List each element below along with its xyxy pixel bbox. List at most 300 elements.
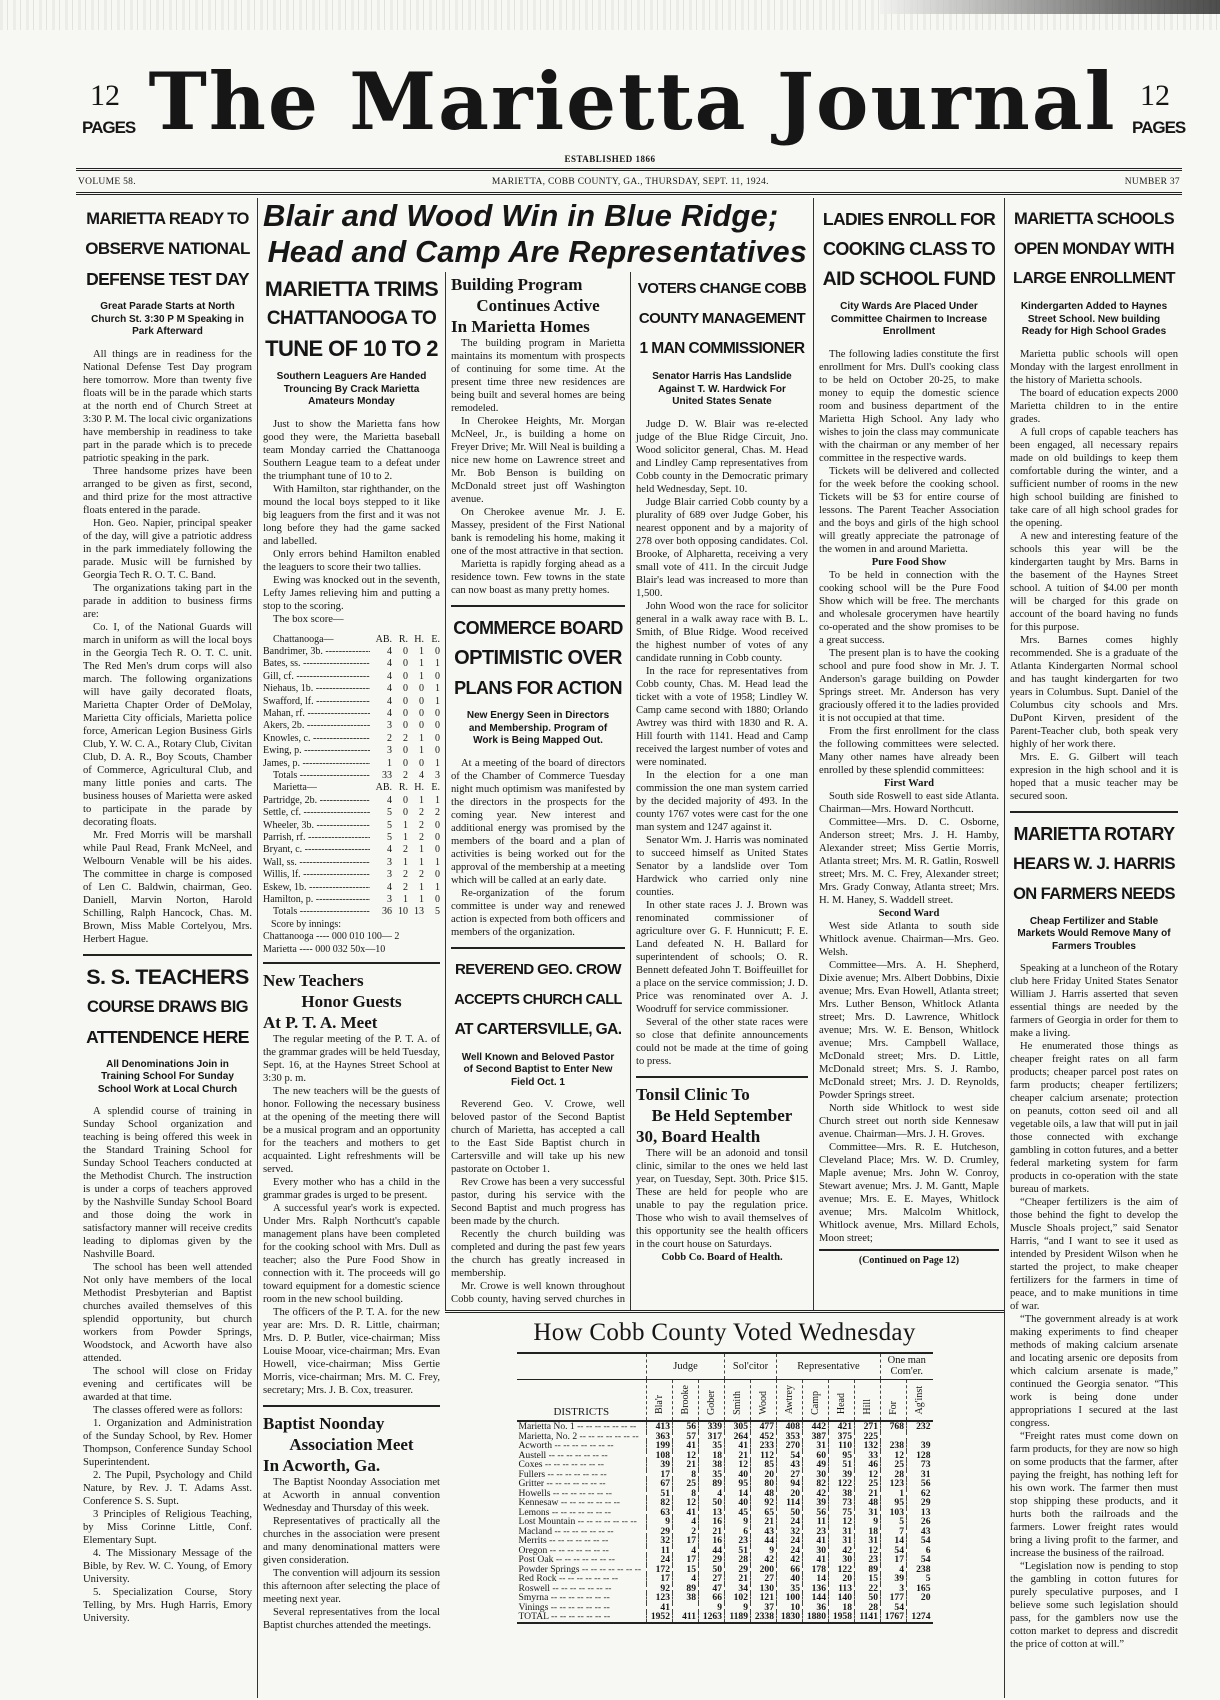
player-name: Hamilton, p. ----- (263, 894, 370, 906)
player-row (263, 882, 440, 894)
scan-edge-shadow (880, 0, 1220, 14)
stat-value: 2 (403, 844, 408, 856)
stat-value: 2 (435, 807, 440, 819)
stat-value: 4 (419, 769, 424, 781)
vote-count: 5 (881, 1517, 907, 1527)
vote-count: 2 (673, 1527, 699, 1537)
column-5 (814, 204, 1004, 1308)
player-row (263, 807, 440, 819)
player-row (263, 869, 440, 881)
headline-line (819, 264, 999, 294)
vote-count: 17 (647, 1470, 673, 1480)
vote-count: 37 (751, 1603, 777, 1613)
vote-count: 56 (673, 1421, 699, 1432)
stat-value: 1 (435, 881, 440, 893)
candidate-header (907, 1379, 933, 1421)
headline-text: Be Held September (651, 1105, 793, 1125)
player-row (263, 894, 440, 906)
article-building-program (451, 274, 625, 597)
vote-count: 92 (647, 1584, 673, 1594)
stat-value: 0 (419, 757, 424, 769)
team-name: Chattanooga— (273, 633, 334, 645)
stat-value: 0 (403, 745, 408, 757)
vote-count: 172 (647, 1565, 673, 1575)
vote-count: 23 (803, 1527, 829, 1537)
office-header: Representative (777, 1353, 881, 1379)
headline-text: New Teachers (263, 971, 364, 991)
vote-count: 1274 (907, 1612, 933, 1623)
vote-count: 75 (829, 1508, 855, 1518)
player-row (263, 696, 440, 708)
vote-count: 408 (777, 1421, 803, 1432)
stat-value: 5 (435, 906, 440, 918)
headline-line (451, 985, 625, 1015)
vote-count: 13 (699, 1508, 725, 1518)
vote-count: 48 (855, 1498, 881, 1508)
banner-headline (257, 198, 813, 270)
stat-value: 0 (403, 670, 408, 682)
headline-text: COMMERCE BOARD (453, 618, 623, 638)
paragraph: South side Roswell to east side Atlanta. Chairman—Mrs. Howard Northcutt. (819, 790, 999, 815)
vote-count: 16 (699, 1517, 725, 1527)
headline-text: In Marietta Homes (451, 317, 590, 336)
stat-value: 2 (419, 832, 424, 843)
paragraph: 2. The Pupil, Psychology and Child Nature, by Rev. J. T. Adams Asst. Conference S. S. Supt. (83, 1470, 252, 1507)
innings-label: Score by innings: (271, 918, 341, 930)
continued-notice: (Continued on Page 12) (819, 1249, 999, 1267)
subheadline: City Wards Are Placed Under Committee Chairmen to Increase Enrollment (830, 301, 988, 337)
banner-line-1: Blair and Wood Win in Blue Ridge; (263, 198, 779, 233)
article-separator (263, 962, 440, 964)
vote-results (445, 1310, 1004, 1640)
player-row (263, 745, 440, 757)
vote-count: 42 (777, 1555, 803, 1565)
vote-count: 89 (699, 1479, 725, 1489)
vote-count: 8 (673, 1470, 699, 1480)
candidate-header (699, 1379, 725, 1421)
candidate-name: Wood (758, 1390, 769, 1415)
stat-value: 3 (387, 869, 392, 881)
player-row (263, 758, 440, 770)
headline-text: VOTERS CHANGE COBB (637, 280, 807, 297)
district-name: Roswell -- -- (517, 1584, 647, 1594)
headline-text: PLANS FOR ACTION (454, 678, 622, 698)
article-cooking-class (819, 204, 999, 1267)
paragraph: A splendid course of training in Sunday School organization and teaching is being offered this week in the Standard Training School for Sunday School Teachers conducted at the Methodist Church. The instruction is under a corps of teachers approved by the Nashville Sunday School Board and those doing the work in satisfactory manner will receive credits leading to diplomas given by the Nashville Board. (83, 1106, 252, 1260)
headline-line (451, 274, 625, 295)
stat-value: 0 (403, 807, 408, 819)
vote-count: 82 (803, 1479, 829, 1489)
pages-label: PAGES (82, 118, 136, 137)
vote-count: 21 (855, 1489, 881, 1499)
vote-count: 4 (673, 1546, 699, 1556)
vote-count: 17 (881, 1555, 907, 1565)
vote-count: 12 (855, 1546, 881, 1556)
headline-text: Building Program (451, 275, 583, 294)
vote-count: 144 (803, 1593, 829, 1603)
vote-count: 54 (907, 1536, 933, 1546)
headline-line (819, 234, 999, 264)
stat-value: 5 (387, 807, 392, 819)
column-6 (1005, 204, 1183, 1700)
vote-count: 28 (855, 1603, 881, 1613)
vote-count: 108 (647, 1451, 673, 1461)
district-name: Merrits -- -- (517, 1536, 647, 1546)
dateline-rule (76, 192, 1182, 195)
stat-value: 1 (435, 658, 440, 670)
vote-count: 1958 (829, 1612, 855, 1623)
column-2 (258, 274, 445, 1700)
vote-count: 18 (855, 1527, 881, 1537)
stat-value: 10 (398, 906, 408, 918)
stat-value: 1 (419, 856, 424, 868)
vote-count: 41 (673, 1508, 699, 1518)
stat-value: 4 (387, 670, 392, 682)
headline-line (451, 1015, 625, 1045)
paragraph: Ewing was knocked out in the seventh, Lefty James relieving him and putting a stop to the scoring. (263, 574, 440, 612)
district-name: Post Oak -- -- (517, 1555, 647, 1565)
player-row (263, 646, 440, 658)
paragraph: 4. The Missionary Message of the Bible, by Rev. W. C. Young, of Emory University. (83, 1548, 252, 1585)
vote-count: 29 (699, 1555, 725, 1565)
stat-value: 5 (387, 832, 392, 843)
stat-header: H. (414, 782, 424, 794)
vote-count: 387 (803, 1432, 829, 1442)
player-row (263, 683, 440, 695)
headline-text: CHATTANOOGA TO (266, 308, 437, 329)
vote-count: 8 (673, 1489, 699, 1499)
stat-value: 4 (387, 645, 392, 657)
player-name: Knowles, c. ----- (263, 733, 370, 745)
vote-count: 12 (855, 1470, 881, 1480)
player-name: Wall, ss. ----- (263, 857, 370, 869)
vote-count: 31 (855, 1508, 881, 1518)
candidate-name: Smith (732, 1390, 743, 1415)
candidate-name: Brooke (680, 1385, 691, 1415)
issue-number: NUMBER 37 (1124, 177, 1180, 187)
vote-count: 122 (829, 1479, 855, 1489)
vote-count: 56 (907, 1479, 933, 1489)
candidate-header (725, 1379, 751, 1421)
vote-count: 39 (647, 1460, 673, 1470)
stat-value: 4 (387, 794, 392, 806)
vote-count: 32 (777, 1527, 803, 1537)
player-name: Settle, cf. ----- (263, 807, 370, 819)
paragraph: A full crops of capable teachers has been engaged, all necessary repairs made on old buildings to keep them comfortable during the winter, and a sufficient number of rooms in the new high school building are finished to take care of all high school grades for the opening. (1010, 426, 1178, 529)
vote-count: 7 (881, 1527, 907, 1537)
stat-value: 2 (419, 807, 424, 819)
vote-count: 9 (647, 1517, 673, 1527)
player-name: Wheeler, 3b. ----- (263, 820, 370, 832)
stat-value: 1 (435, 757, 440, 769)
vote-count: 49 (803, 1460, 829, 1470)
vote-count: 45 (725, 1508, 751, 1518)
vote-count: 123 (647, 1593, 673, 1603)
candidate-header (751, 1379, 777, 1421)
office-header: Sol'citor (725, 1353, 777, 1379)
vote-count: 20 (907, 1593, 933, 1603)
banner-line (263, 198, 807, 234)
article-separator (451, 947, 625, 949)
article-separator (636, 1076, 808, 1078)
headline-line (263, 1434, 440, 1455)
vote-count: 54 (881, 1546, 907, 1556)
player-name: Bates, ss. ----- (263, 658, 370, 670)
innings-line: Chattanooga ---- 000 010 100— 2 (263, 931, 400, 943)
stat-value: 0 (403, 695, 408, 707)
stat-value: 4 (387, 658, 392, 670)
stat-header: R. (398, 782, 408, 794)
stat-header: E. (431, 782, 440, 794)
section-subhead: First Ward (883, 777, 935, 789)
district-name: Howells -- -- (517, 1489, 647, 1499)
headline-text: At P. T. A. Meet (263, 1013, 378, 1033)
vote-count: 73 (829, 1498, 855, 1508)
vote-count: 411 (673, 1612, 699, 1623)
headline-line (1010, 849, 1178, 879)
vote-count: 95 (829, 1451, 855, 1461)
vote-count: 23 (855, 1555, 881, 1565)
headline-text: MARIETTA ROTARY (1013, 823, 1175, 844)
paragraph: Reverend Geo. V. Crowe, well beloved pastor of the Second Baptist church of Marietta, has accepted a call to the East Side Baptist church in Cartersville and will take up his new pastorate on October 1. (451, 1099, 625, 1175)
team-name: Marietta— (273, 782, 317, 794)
candidate-name: Awtrey (784, 1385, 795, 1415)
stat-value: 0 (403, 683, 408, 695)
vote-count: 317 (699, 1432, 725, 1442)
vote-count: 39 (829, 1470, 855, 1480)
paragraph: Mrs. E. G. Gilbert will teach expresion in the high school and it is hoped that a music teacher may be secured soon. (1010, 751, 1178, 802)
stat-header: R. (398, 633, 408, 645)
district-name: TOTAL -- -- (517, 1612, 647, 1623)
stat-value: 0 (435, 745, 440, 757)
stat-value: 5 (387, 819, 392, 831)
stat-value: 0 (435, 832, 440, 843)
headline-line (263, 991, 440, 1012)
vote-count: 27 (751, 1574, 777, 1584)
title-text: The Marietta Journal (148, 55, 1117, 148)
headline-line (636, 1084, 808, 1105)
vote-count: 112 (751, 1451, 777, 1461)
player-name: Eskew, 1b. ----- (263, 882, 370, 894)
headline-line (636, 1126, 808, 1147)
stat-value: 0 (419, 695, 424, 707)
paragraph: Marietta public schools will open Monday with the largest enrollment in the history of Marietta schools. (1010, 348, 1178, 386)
vote-count: 9 (751, 1546, 777, 1556)
stat-value: 0 (403, 720, 408, 732)
paragraph: In the election for a one man commission the one man system carried by the decided majority of 493. In the county 1767 votes were cast for the one man system and 1247 against it. (636, 769, 808, 833)
stat-value: 0 (403, 645, 408, 657)
paragraph: Co. I, of the National Guards will march in uniform as will the local boys in the Georgia Tech R. O. T. C. unit. The Red Men's drum corps will also march. The following organizations will have gaily decorated floats, Marietta Chapter Order of DeMolay, Marietta City officials, Marietta police force, American Legion Business Girls Club, Y. W. C. A., Rotary Club, Civitan Club, D. A. R., Boy Scouts, Chamber of Commerce, Agricultural Club, and many little ponies and carts. The business houses of Marietta were asked to participate in the parade by decorating floats. (83, 621, 252, 828)
headline-text: Association Meet (289, 1435, 414, 1455)
vote-count: 89 (855, 1565, 881, 1575)
candidate-name: Hill (862, 1398, 873, 1415)
vote-count: 11 (647, 1546, 673, 1556)
candidate-header (829, 1379, 855, 1421)
headline-text: COURSE DRAWS BIG (87, 997, 248, 1016)
paragraph: The board of education expects 2000 Marietta children to in the entire grades. (1010, 387, 1178, 425)
headline-line (451, 643, 625, 673)
vote-count: 18 (699, 1451, 725, 1461)
headline-text: AID SCHOOL FUND (822, 268, 996, 290)
paragraph: All things are in readiness for the National Defense Test Day program here tomorrow. More than twenty five floats will be in the parade which starts at the north end of Church Street at 3:30 P. M. The local civic organizations have membership in readiness to take part in the parade which is to precede patriotic speaking in the park. (83, 348, 252, 464)
vote-count: 103 (881, 1508, 907, 1518)
vote-count: 50 (699, 1498, 725, 1508)
stat-value: 2 (403, 869, 408, 881)
district-name: Austell -- -- (517, 1451, 647, 1461)
vote-count: 4 (699, 1489, 725, 1499)
headline-text: MARIETTA TRIMS (264, 277, 439, 301)
pages-count: 12 (1140, 79, 1170, 112)
district-name: Acworth -- -- (517, 1441, 647, 1451)
vote-count: 50 (777, 1508, 803, 1518)
vote-count: 121 (751, 1593, 777, 1603)
stat-value: 0 (419, 683, 424, 695)
paragraph: A new and interesting feature of the schools this year will be the kindergarten taught by Mrs. Barns in the basement of the Haynes Street school. A tuition of $4.00 per month will be charged for this grade on account of the board having no funds for this purpose. (1010, 530, 1178, 633)
box-header-row (263, 782, 440, 794)
paragraph: Senator Wm. J. Harris was nominated to succeed himself as United States Senator by a landslide over Tom Hardwick who carried only nine counties. (636, 834, 808, 898)
vote-count: 24 (647, 1555, 673, 1565)
paragraph: A successful year's work is expected. Under Mrs. Ralph Northcutt's capable management plans have been completed for the cooking school with Mrs. Dull as teacher; also the Pure Food Show in connection with it. The proceeds will go toward equipment for a domestic science room in the new school building. (263, 1203, 440, 1306)
dateline-bar (78, 176, 1180, 189)
paragraph: Re-organization of the forum committee is under way and renewed action is expected from both officers and members of the organization. (451, 887, 625, 938)
vote-count: 39 (803, 1498, 829, 1508)
paragraph: Just to show the Marietta fans how good they were, the Marietta baseball team Monday carried the Chattanooga Southern League team to a defeat under the triumphant tune of 10 to 2. (263, 418, 440, 482)
player-name: Mahan, rf. ----- (263, 708, 370, 720)
stat-value: 1 (419, 645, 424, 657)
paragraph: There will be an adonoid and tonsil clinic, similar to the ones we held last year, on Tuesday, Sept. 30th. Price $15. These are held for people who are unable to pay the regulation price. Those who wish to avail themselves of this opportunity see the health officers in the court house on Saturdays. (636, 1147, 808, 1250)
vote-count: 130 (751, 1584, 777, 1594)
player-name: Swafford, lf. ----- (263, 696, 370, 708)
vote-count: 17 (647, 1574, 673, 1584)
newspaper-title (145, 54, 1120, 150)
vote-count: 13 (907, 1508, 933, 1518)
stat-value: 1 (435, 695, 440, 707)
district-name: Lemons -- -- (517, 1508, 647, 1518)
vote-count: 63 (647, 1508, 673, 1518)
vote-count: 12 (673, 1451, 699, 1461)
headline-text: TUNE OF 10 TO 2 (265, 336, 438, 361)
headline-text: MARIETTA SCHOOLS (1014, 210, 1174, 228)
vote-count: 17 (673, 1555, 699, 1565)
article-schools-open (1010, 204, 1178, 803)
headline-text: LADIES ENROLL FOR (822, 209, 996, 229)
column-1 (78, 204, 257, 1700)
vote-count: 14 (881, 1536, 907, 1546)
stat-value: 1 (419, 658, 424, 670)
vote-count: 31 (829, 1536, 855, 1546)
vote-count: 36 (803, 1603, 829, 1613)
player-name: Ewing, p. ----- (263, 745, 370, 757)
vote-count: 31 (855, 1536, 881, 1546)
paragraph: 3 Principles of Religious Teaching, by Miss Corinne Little, Conf. Elementary Supt. (83, 1509, 252, 1546)
vote-count: 57 (673, 1432, 699, 1442)
vote-count: 41 (647, 1603, 673, 1613)
headline-line (263, 1455, 440, 1476)
paragraph: Rev Crowe has been a very successful pastor, during his service with the Second Baptist and much progress has been made by the church. (451, 1177, 625, 1227)
headline-text: DEFENSE TEST DAY (86, 269, 249, 289)
box-score (263, 634, 440, 919)
stat-value: 3 (387, 856, 392, 868)
vote-count: 35 (699, 1470, 725, 1480)
vote-count: 9 (725, 1517, 751, 1527)
paragraph: Every mother who has a child in the grammar grades is urged to be present. (263, 1177, 440, 1202)
box-header-row (263, 634, 440, 646)
headline-text: 1 MAN COMMISSIONER (639, 340, 805, 357)
paragraph: The organizations taking part in the parade in addition to business firms are: (83, 582, 252, 620)
player-row (263, 844, 440, 856)
vote-count: 452 (751, 1432, 777, 1442)
vote-count: 21 (725, 1451, 751, 1461)
headline-text: HEARS W. J. HARRIS (1012, 853, 1176, 873)
paragraph: 5. Specialization Course, Story Telling, by Mrs. Hugh Harris, Emory University. (83, 1587, 252, 1624)
candidate-name: Camp (810, 1390, 821, 1415)
vote-count: 1952 (647, 1612, 673, 1623)
vote-count: 27 (777, 1470, 803, 1480)
stat-value: 1 (419, 844, 424, 856)
stat-header: AB. (375, 633, 392, 645)
district-name: Marietta No. 1 -- -- (517, 1421, 647, 1432)
paragraph: Mr. Crowe is well known throughout Cobb county, having served churches in (451, 1281, 625, 1305)
paragraph: Representatives of practically all the churches in the association were present and many denominational matters were given consideration. (263, 1516, 440, 1567)
headline-line (819, 204, 999, 234)
headline-text: COUNTY MANAGEMENT (638, 310, 806, 327)
vote-table-title: How Cobb County Voted Wednesday (533, 1319, 916, 1346)
headline-line (263, 1413, 440, 1434)
district-name: Red Rock -- -- (517, 1574, 647, 1584)
subheadline: All Denominations Join in Training School For Sunday School Work at Local Church (97, 1058, 238, 1095)
player-name: James, p. ----- (263, 758, 370, 770)
vote-count: 3 (881, 1584, 907, 1594)
vote-count: 54 (881, 1603, 907, 1613)
headline-text: LARGE ENROLLMENT (1013, 270, 1175, 287)
vote-count: 85 (751, 1460, 777, 1470)
article-voters-change (636, 274, 808, 1068)
vote-count: 44 (751, 1536, 777, 1546)
headline-line (263, 1012, 440, 1033)
vote-count: 2338 (751, 1612, 777, 1623)
vote-count: 238 (907, 1565, 933, 1575)
vote-count: 42 (829, 1546, 855, 1556)
masthead-rule (76, 168, 1182, 171)
vote-count: 47 (699, 1584, 725, 1594)
paragraph: In other state races J. J. Brown was renominated commissioner of agriculture over G. F. Hunnicutt; F. E. Land defeated N. H. Ballard for superintendent of schools; O. R. Bennett defeated John T. Boiffeuillet for a place on the service commission; J. D. Price was renominated over A. J. Woodruff for service commissioner. (636, 899, 808, 1015)
stat-value: 4 (387, 695, 392, 707)
player-name: Bandrimer, 3b. ----- (263, 646, 370, 658)
headline-line (263, 304, 440, 334)
headline-line (83, 234, 252, 264)
vote-count: 110 (829, 1441, 855, 1451)
stat-value: 1 (435, 683, 440, 695)
headline-line (263, 970, 440, 991)
vote-count: 199 (647, 1441, 673, 1451)
vote-count: 21 (725, 1574, 751, 1584)
article-ss-teachers (83, 962, 252, 1626)
vote-count: 24 (777, 1536, 803, 1546)
stat-value: 1 (403, 894, 408, 906)
vote-count: 54 (777, 1451, 803, 1461)
vote-count: 9 (699, 1603, 725, 1613)
innings-score (263, 919, 440, 956)
paragraph: The following ladies constitute the first enrollment for Mrs. Dull's cooking class to be held on October 20-25, to make money to equip the domestic science room and business department of the Marietta High School. Any lady who wishes to join the class may communicate with the chairman or any member of her committee in the respective wards. (819, 348, 999, 464)
vote-count: 25 (673, 1479, 699, 1489)
vote-count: 21 (673, 1460, 699, 1470)
vote-count: 12 (673, 1498, 699, 1508)
stat-value: 33 (382, 769, 392, 781)
banner-line (263, 234, 807, 270)
vote-count: 165 (907, 1584, 933, 1594)
vote-count: 140 (829, 1593, 855, 1603)
headline-line (636, 304, 808, 334)
